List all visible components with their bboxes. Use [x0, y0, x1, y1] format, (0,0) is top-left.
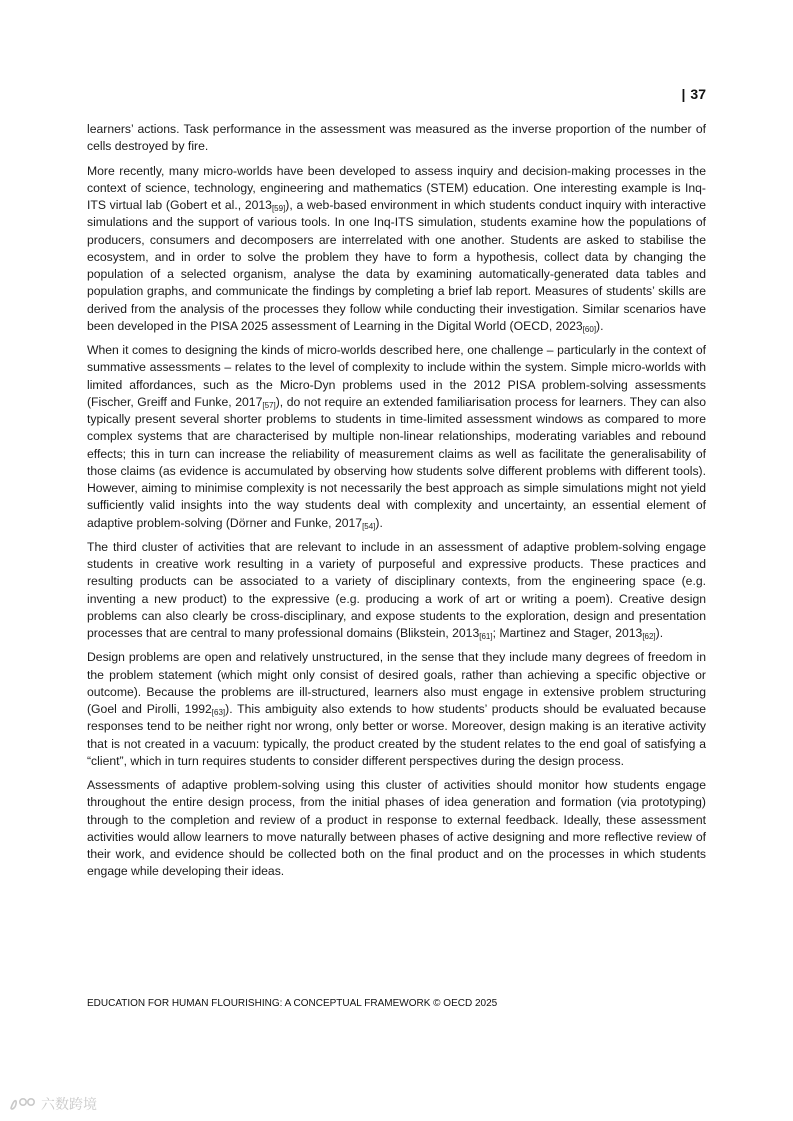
citation-reference: [59] [271, 204, 286, 213]
paragraph-text: ). [596, 318, 604, 333]
paragraph-text: Design problems are open and relatively unstructured, in the sense that they include many degrees of freedom in the problem statement (which might only consist of desired goals, rather than achieving a specific objective or outcome). Because the problems are ill-structured, learners also must engage in extensive problem structuring (Goel and Pirolli, 1992 [87, 650, 706, 716]
page-number [682, 86, 707, 102]
body-paragraph [87, 539, 706, 643]
paragraph-text: ; Martinez and Stager, 2013 [492, 626, 643, 640]
paragraph-text: The third cluster of activities that are relevant to include in an assessment of adaptive problem-solving engage students in creative work resulting in a variety of purposeful and expressive products. These practices and resulting products can be associated to a variety of disciplinary contexts, from the engineering space (e.g. inventing a new product) to the expressive (e.g. producing a work of art or writing a poem). Creative design problems can also clearly be cross-disciplinary, and expose students to the exploration, design and presentation processes that are central to many professional domains (Blikstein, 2013 [87, 539, 706, 640]
paragraph-text: Assessments of adaptive problem-solving using this cluster of activities should monitor how students engage throughout the entire design process, from the initial phases of idea generation and formation (via prototyping) through to the completion and review of a product in response to external feedback. Ideally, these assessment activities would allow learners to move naturally between phases of active designing and more reflective review of their work, and evidence should be collected both on the final product and on the processes in which students engage while developing their ideas. [87, 778, 706, 879]
paragraph-text: ). This ambiguity also extends to how students’ products should be evaluated because responses tend to be neither right nor wrong, only better or worse. Moreover, design making is an iterative activity that is not created in a vacuum: typically, the product created by the student relates to the end goal of satisfying a “client”, which in turn requires students to consider different perspectives during the design process. [87, 702, 706, 768]
paragraph-text: When it comes to designing the kinds of micro-worlds described here, one challenge – particularly in the context of summative assessments – relates to the level of complexity to include within the system. Simple micro-worlds with limited affordances, such as the Micro-Dyn problems used in the 2012 PISA problem-solving assessments (Fischer, Greiff and Funke, 2017 [87, 343, 706, 409]
body-paragraph [87, 649, 706, 770]
citation-reference: [63] [211, 708, 226, 717]
watermark-text: 六数跨境 [41, 1097, 97, 1113]
paragraph-text: ), do not require an extended familiarisation process for learners. They can also typically present several shorter problems to students in time-limited assessment windows as compared to more complex systems that are characterised by multiple non-linear relationships, moderating variables and rebound effects; this in turn can increase the reliability of measurement claims as well as facilitate the generalisability of those claims (as evidence is accumulated by observing how students solve different problems with different tools). However, aiming to minimise complexity is not necessarily the best approach as simple simulations might not yield sufficiently valid insights into the way students deal with complexity and uncertainty, an essential element of adaptive problem-solving (Dörner and Funke, 2017 [87, 394, 707, 530]
body-paragraph [87, 121, 706, 156]
citation-reference: [57] [262, 400, 276, 410]
citation-reference: [60] [582, 324, 597, 334]
body-paragraph [87, 777, 706, 881]
paragraph-text: More recently, many micro-worlds have been developed to assess inquiry and decision-making processes in the context of science, technology, engineering and mathematics (STEM) education. One interesting example is Inq-ITS virtual lab (Gobert et al., 2013 [87, 163, 706, 212]
paragraph-text: ). [375, 515, 383, 530]
citation-reference: [54] [362, 521, 376, 531]
body-paragraph [87, 163, 706, 336]
citation-reference: [61] [479, 632, 493, 641]
watermark [8, 1094, 97, 1114]
logo-icon [8, 1095, 38, 1113]
footer: EDUCATION FOR HUMAN FLOURISHING: A CONCEPTUAL FRAMEWORK © OECD 2025 [87, 998, 498, 1009]
paragraph-text: learners’ actions. Task performance in the assessment was measured as the inverse proportion of the number of cells destroyed by fire. [87, 122, 706, 154]
citation-reference: [62] [642, 632, 656, 641]
page-number-value: 37 [690, 86, 706, 102]
body-paragraph [87, 342, 706, 532]
paragraph-text: ). [655, 626, 664, 640]
body-text [87, 121, 706, 888]
page-number-separator: | [681, 86, 686, 102]
paragraph-text: ), a web-based environment in which students conduct inquiry with interactive simulations and the support of various tools. In one Inq-ITS simulation, students examine how the populations of producers, consumers and decomposers are interrelated with one another. Students are asked to stabilise the ecosystem, and in order to solve the problem they have to form a hypothesis, collect data by changing the population of a selected organism, analyse the data by examining automatically-generated data tables and population graphs, and communicate the findings by completing a brief lab report. Measures of students’ skills are derived from the analysis of the processes they follow while conducting their investigation. Similar scenarios have been developed in the PISA 2025 assessment of Learning in the Digital World (OECD, 2023 [87, 198, 706, 333]
